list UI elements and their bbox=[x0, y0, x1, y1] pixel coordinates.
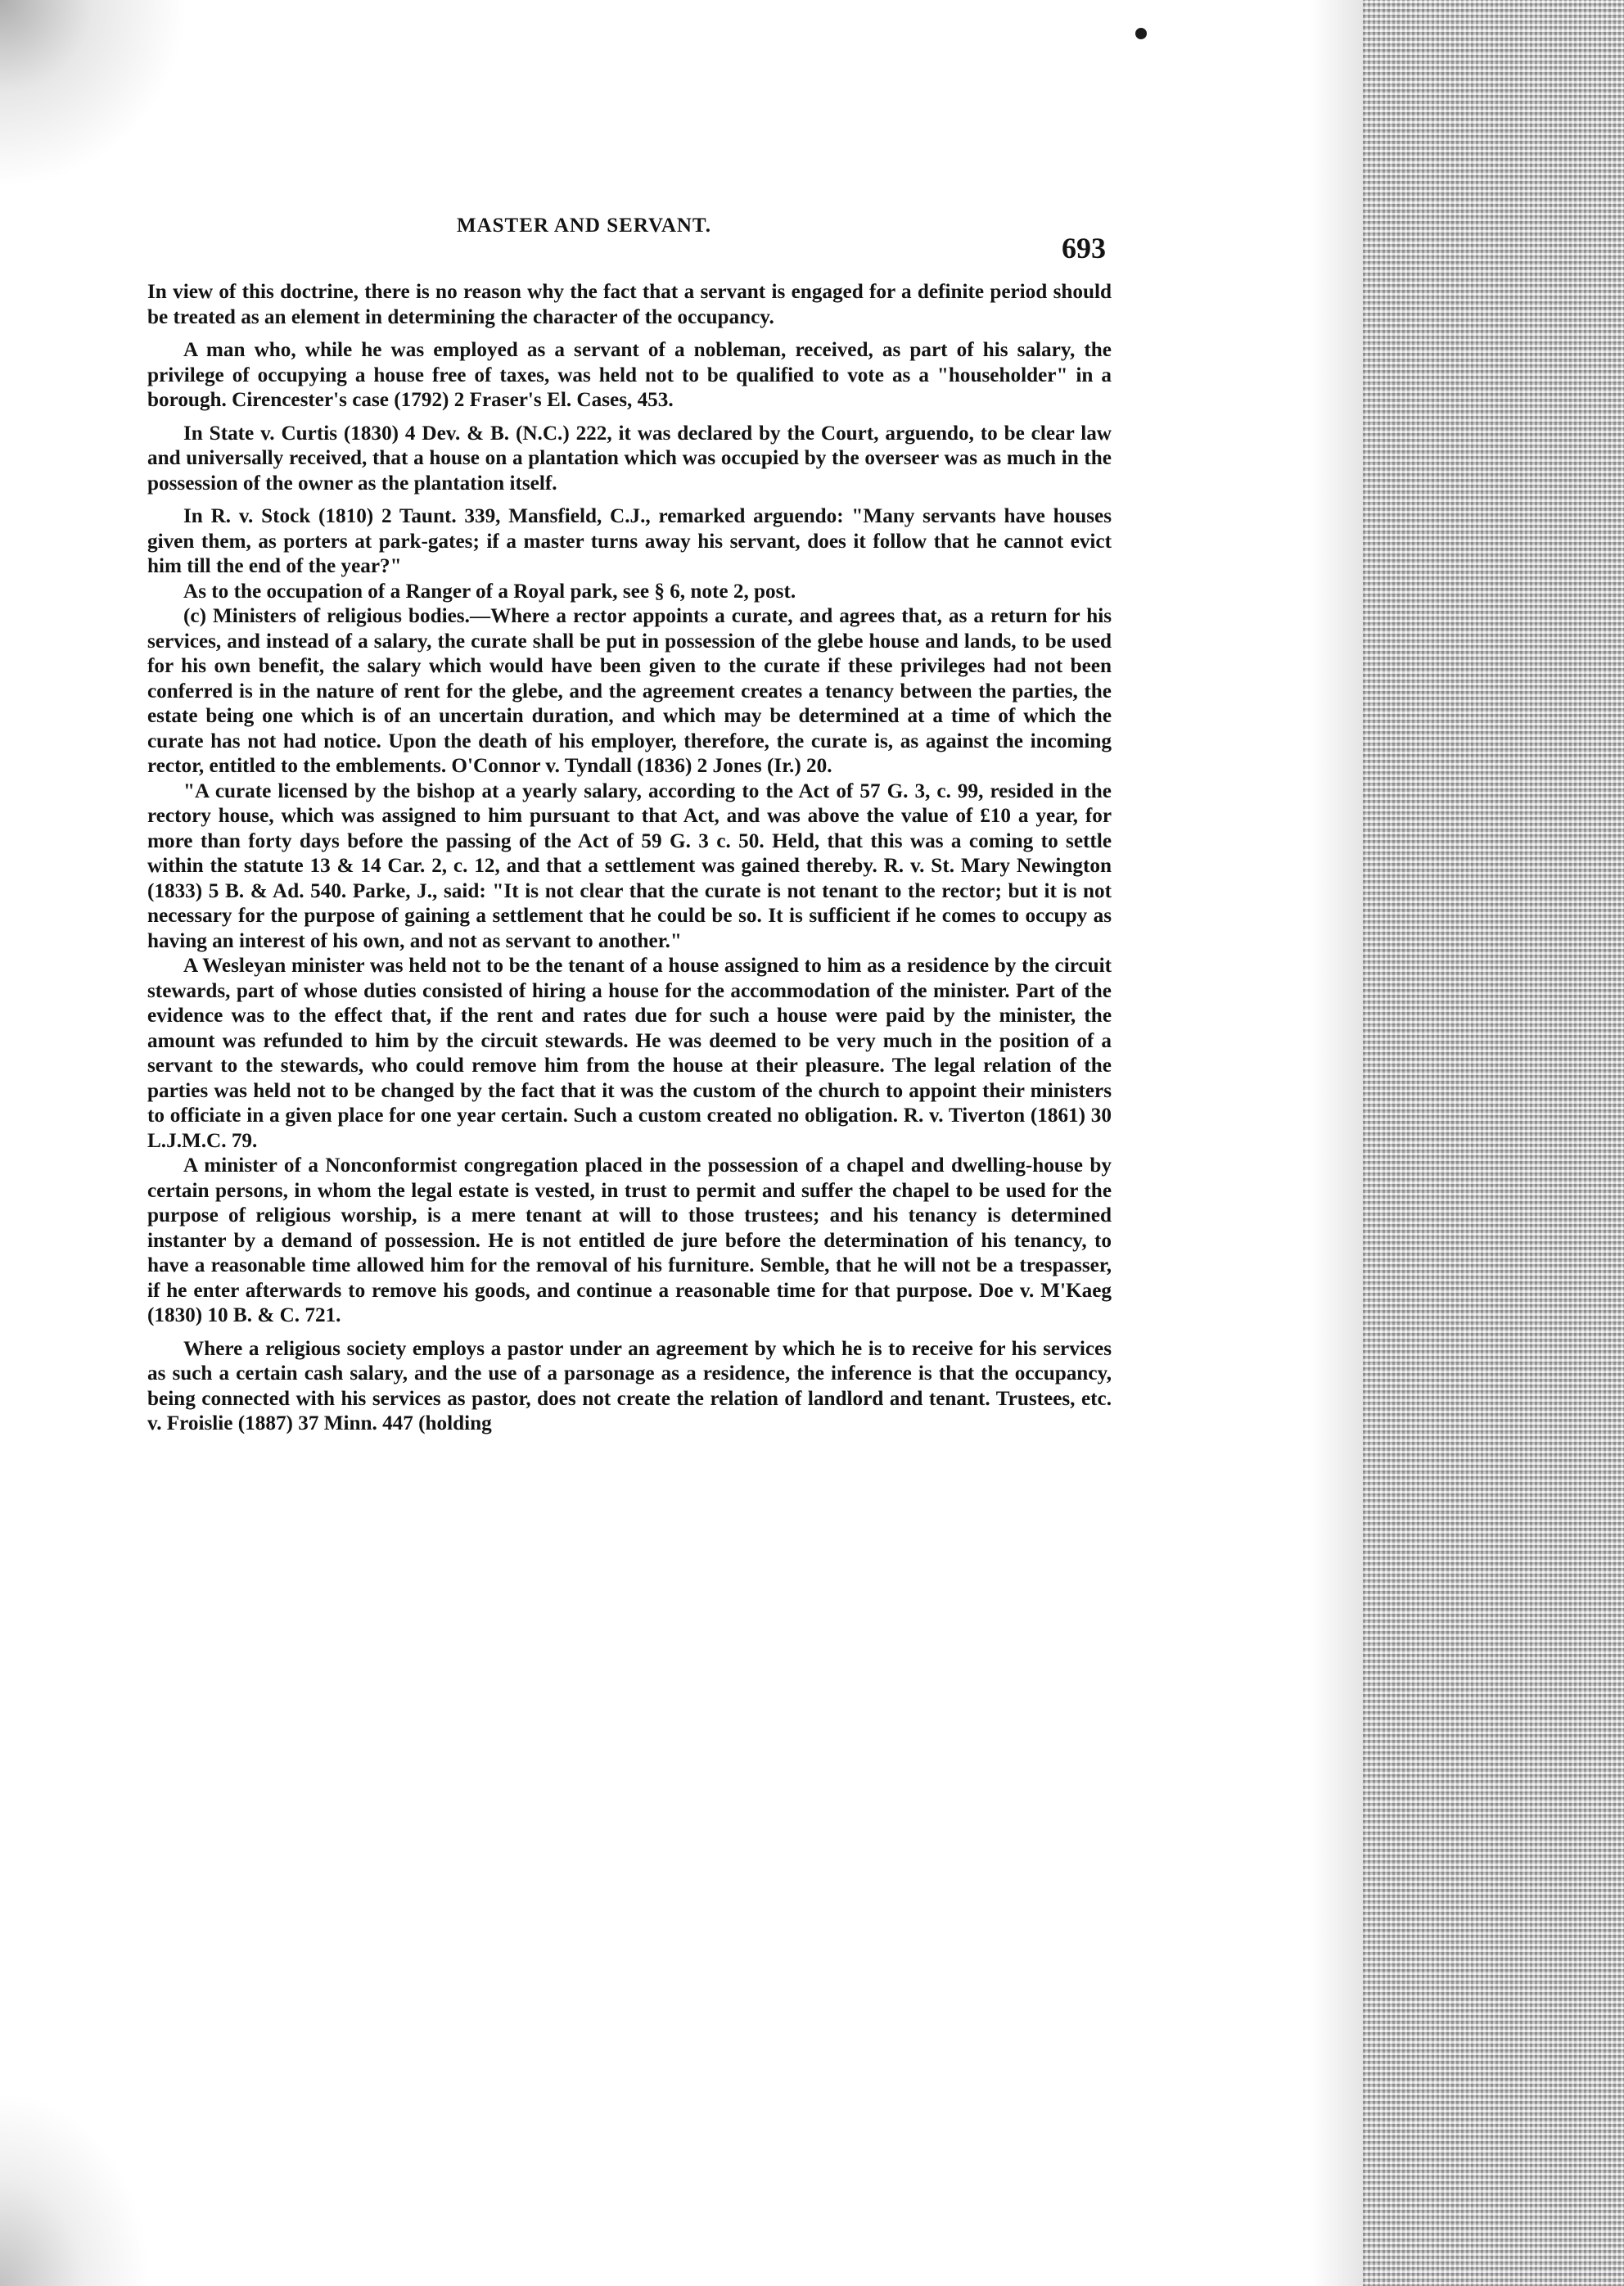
paragraph: (c) Ministers of religious bodies.—Where a rector appoints a curate, and agrees that, as a return for his services, and instead of a salary, the curate shall be put in possession of the glebe house and lands, to be used for his own benefit, the salary which would have been given to the curate if these privileges had not been conferred is in the nature of rent for the glebe, and the agreement creates a tenancy between the parties, the estate being one which is of an uncertain duration, and which may be determined at a time of which the curate has not had notice. Upon the death of his employer, therefore, the curate is, as against the incoming rector, entitled to the emblements. O'Connor v. Tyndall (1836) 2 Jones (Ir.) 20. bbox=[147, 605, 1112, 777]
scan-noise-right-edge bbox=[1363, 0, 1624, 2286]
paragraph: A man who, while he was employed as a servant of a nobleman, received, as part of his salary, the privilege of occupying a house free of taxes, was held not to be qualified to vote as a "householder" in a borough. Cirencester's case (1792) 2 Fraser's El. Cases, 453. bbox=[147, 339, 1112, 411]
page-number: 693 bbox=[1062, 232, 1106, 264]
page-body bbox=[147, 280, 1112, 1437]
paragraph: In State v. Curtis (1830) 4 Dev. & B. (N.C.) 222, it was declared by the Court, arguendo, to be clear law and universally received, that a house on a plantation which was occupied by the overseer was as much in the possession of the owner as the plantation itself. bbox=[147, 422, 1112, 495]
paragraph: As to the occupation of a Ranger of a Royal park, see § 6, note 2, post. bbox=[183, 580, 796, 603]
paragraph: Where a religious society employs a pastor under an agreement by which he is to receive for his services as such a certain cash salary, and the use of a parsonage as a residence, the inference is that the occupancy, being connected with his services as pastor, does not create the relation of landlord and tenant. Trustees, etc. v. Froislie (1887) 37 Minn. 447 (holding bbox=[147, 1337, 1112, 1434]
ink-speck bbox=[1135, 28, 1147, 39]
scan-shadow-top-left bbox=[0, 0, 188, 188]
paragraph: In R. v. Stock (1810) 2 Taunt. 339, Mansfield, C.J., remarked arguendo: "Many servants have houses given them, as porters at park-gates; if a master turns away his servant, does it follow that he cannot evict him till the end of the year?" bbox=[147, 505, 1112, 577]
scan-shadow-bottom-left bbox=[0, 2096, 147, 2286]
paragraph: A Wesleyan minister was held not to be the tenant of a house assigned to him as a residence by the circuit stewards, part of whose duties consisted of hiring a house for the accommodation of the minister. Part of the evidence was to the effect that, if the rent and rates due for such a house were paid by the minister, the amount was refunded to him by the circuit stewards. He was deemed to be very much in the position of a servant to the stewards, who could remove him from the house at their pleasure. The legal relation of the parties was held not to be changed by the fact that it was the custom of the church to appoint their ministers to officiate in a given place for one year certain. Such a custom created no obligation. R. v. Tiverton (1861) 30 L.J.M.C. 79. bbox=[147, 955, 1112, 1152]
paragraph: A minister of a Nonconformist congregation placed in the possession of a chapel and dwelling-house by certain persons, in whom the legal estate is vested, in trust to permit and suffer the chapel to be used for the purpose of religious worship, is a mere tenant at will to those trustees; and his tenancy is determined instanter by a demand of possession. He is not entitled de jure before the determination of his tenancy, to have a reasonable time allowed him for the removal of his furniture. Semble, that he will not be a trespasser, if he enter afterwards to remove his goods, and continue a reasonable time for that purpose. Doe v. M'Kaeg (1830) 10 B. & C. 721. bbox=[147, 1154, 1112, 1326]
paragraph: "A curate licensed by the bishop at a yearly salary, according to the Act of 57 G. 3, c. 99, resided in the rectory house, which was assigned to him pursuant to that Act, and was above the value of £10 a year, for more than forty days before the passing of the Act of 59 G. 3 c. 50. Held, that this was a coming to settle within the statute 13 & 14 Car. 2, c. 12, and that a settlement was gained thereby. R. v. St. Mary Newington (1833) 5 B. & Ad. 540. Parke, J., said: "It is not clear that the curate is not tenant to the rector; but it is not necessary for the purpose of gaining a settlement that he could be so. It is sufficient if he comes to occupy as having an interest of his own, and not as servant to another." bbox=[147, 779, 1112, 952]
running-head: MASTER AND SERVANT. bbox=[457, 215, 712, 237]
paragraph: In view of this doctrine, there is no reason why the fact that a servant is engaged for a definite period should be treated as an element in determining the character of the occupancy. bbox=[147, 281, 1112, 328]
